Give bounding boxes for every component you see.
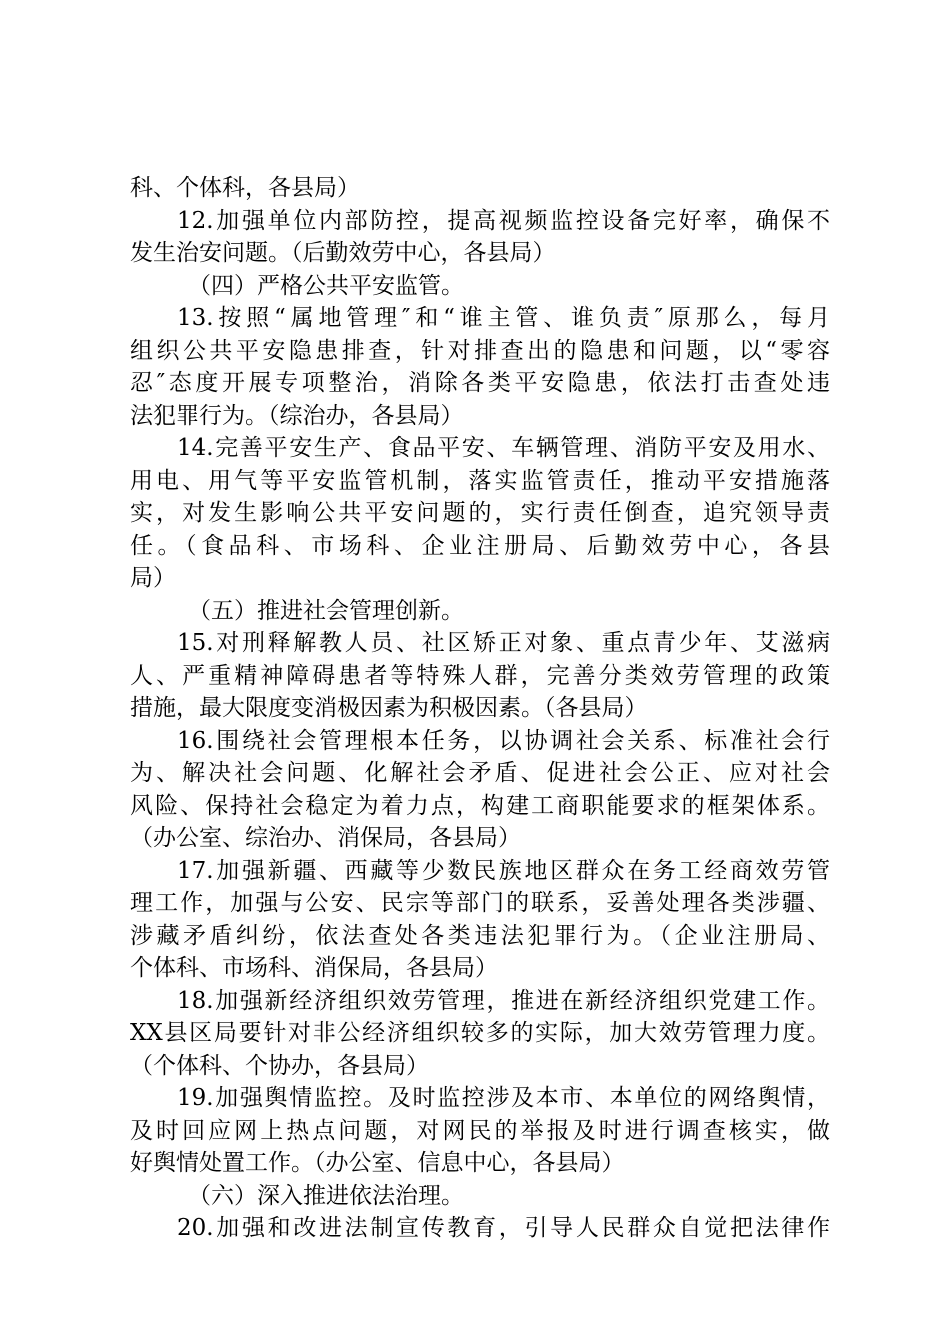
- text-line: 为、解决社会问题、化解社会矛盾、促进社会公正、应对社会: [130, 760, 830, 786]
- text-line: 个体科、市场科、消保局，各县局）: [130, 955, 498, 981]
- paragraph-first-line: 17.加强新疆、西藏等少数民族地区群众在务工经商效劳管: [177, 857, 830, 884]
- paragraph-first-line: 16.围绕社会管理根本任务，以协调社会关系、标准社会行: [177, 727, 830, 754]
- text-line: 人、严重精神障碍患者等特殊人群，完善分类效劳管理的政策: [130, 662, 830, 689]
- text-line: 实，对发生影响公共平安问题的，实行责任倒查，追究领导责: [130, 500, 830, 526]
- paragraph-first-line: 19.加强舆情监控。及时监控涉及本市、本单位的网络舆情，: [177, 1085, 830, 1111]
- text-line: 涉藏矛盾纠纷，依法查处各类违法犯罪行为。（企业注册局、: [130, 922, 830, 949]
- text-line: 忍″态度开展专项整治，消除各类平安隐患，依法打击查处违: [130, 370, 830, 396]
- paragraph-first-line: 14.完善平安生产、食品平安、车辆管理、消防平安及用水、: [177, 435, 830, 461]
- section-heading: （四）严格公共平安监管。: [188, 272, 464, 299]
- paragraph-first-line: 13.按照“属地管理″和“谁主管、谁负责″原那么，每月: [177, 305, 830, 331]
- text-line: 风险、保持社会稳定为着力点，构建工商职能要求的框架体系。: [130, 792, 830, 819]
- text-line: 理工作，加强与公安、民宗等部门的联系，妥善处理各类涉疆、: [130, 890, 830, 916]
- text-line: 局）: [130, 565, 176, 591]
- paragraph-first-line: 18.加强新经济组织效劳管理，推进在新经济组织党建工作。: [177, 987, 830, 1014]
- text-line: 用电、用气等平安监管机制，落实监管责任，推动平安措施落: [130, 467, 830, 494]
- text-line: 发生治安问题。（后勤效劳中心，各县局）: [130, 240, 556, 266]
- text-line: （办公室、综治办、消保局，各县局）: [130, 825, 521, 851]
- text-line: 组织公共平安隐患排查，针对排查出的隐患和问题，以“零容: [130, 337, 830, 364]
- section-heading: （五）推进社会管理创新。: [188, 597, 464, 624]
- paragraph-first-line: 20.加强和改进法制宣传教育，引导人民群众自觉把法律作: [177, 1215, 830, 1241]
- paragraph-first-line: 15.对刑释解教人员、社区矫正对象、重点青少年、艾滋病: [177, 630, 830, 656]
- text-line: 任。（食品科、市场科、企业注册局、后勤效劳中心，各县: [130, 532, 830, 559]
- text-line: 法犯罪行为。（综治办，各县局）: [130, 402, 464, 429]
- text-line: XX县区局要针对非公经济组织较多的实际，加大效劳管理力度。: [130, 1020, 830, 1046]
- section-heading: （六）深入推进依法治理。: [188, 1182, 464, 1209]
- text-line: 措施，最大限度变消极因素为积极因素。（各县局）: [130, 695, 648, 721]
- text-line: 及时回应网上热点问题，对网民的举报及时进行调查核实，做: [130, 1117, 830, 1144]
- text-line: 好舆情处置工作。（办公室、信息中心，各县局）: [130, 1150, 625, 1176]
- document-body: [130, 172, 830, 1245]
- text-line: 科、个体科，各县局）: [130, 175, 360, 201]
- text-line: （个体科、个协办，各县局）: [130, 1052, 429, 1079]
- paragraph-first-line: 12.加强单位内部防控，提高视频监控设备完好率，确保不: [177, 207, 830, 234]
